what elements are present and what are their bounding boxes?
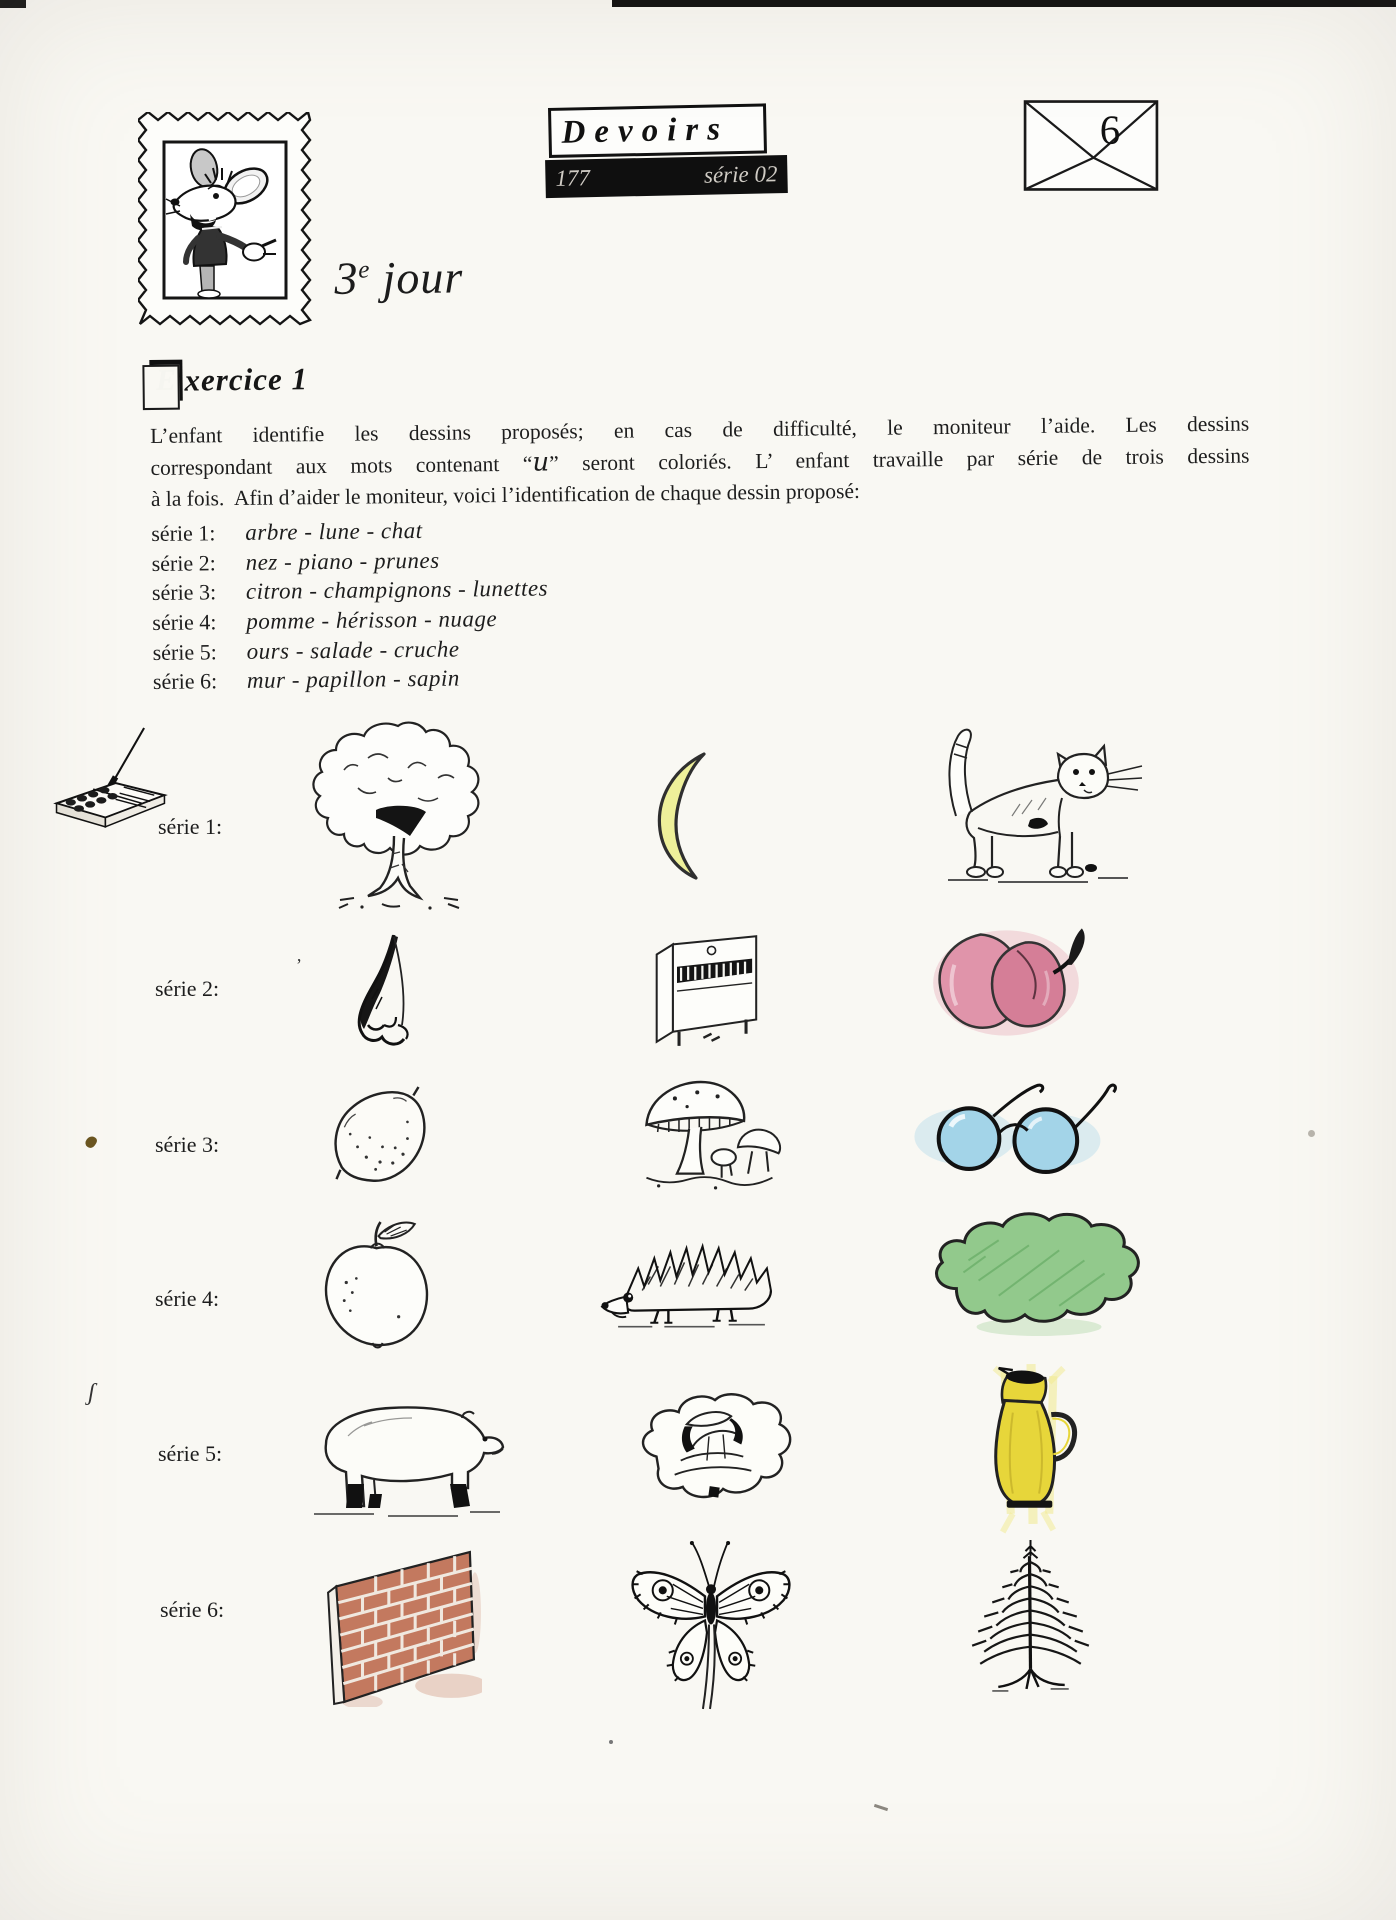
mushrooms-drawing	[618, 1072, 806, 1194]
glasses-drawing	[906, 1080, 1124, 1176]
paragraph-line-3: à la fois. Afin d’aider le moniteur, voici l’identification de chaque dessin proposé:	[150, 478, 861, 511]
devoirs-title: Devoirs	[561, 110, 730, 151]
apple-drawing	[310, 1220, 446, 1356]
scan-dot	[1308, 1130, 1315, 1137]
grid-label-serie-3: série 3:	[155, 1132, 220, 1157]
lettuce-drawing	[626, 1390, 800, 1506]
paragraph-line-2-post: ” seront coloriés. L’ enfant travaille par série de trois dessins	[549, 443, 1250, 476]
series-label: série 1:	[151, 520, 216, 546]
bear-drawing	[303, 1392, 515, 1522]
hedgehog-drawing	[598, 1234, 784, 1330]
grid-label-serie-2: série 2:	[155, 976, 220, 1001]
intro-text-block	[0, 0, 1396, 762]
exercise-title	[149, 358, 308, 401]
exercise-title-initial-box	[149, 360, 182, 401]
series-word-list	[151, 516, 549, 699]
devoirs-number: 177	[555, 165, 591, 191]
series-label: série 2:	[151, 549, 216, 576]
series-words: arbre - lune - chat	[245, 517, 423, 545]
series-label: série 4:	[152, 609, 217, 636]
exercise-title-rest: xercice 1	[184, 360, 309, 398]
scan-dash	[874, 1804, 888, 1811]
day-number: 3	[334, 252, 359, 304]
scan-dot-2	[609, 1740, 613, 1744]
series-label: série 6:	[152, 668, 218, 695]
devoirs-series: série 02	[703, 161, 778, 188]
series-list-item	[152, 606, 548, 640]
day-word: jour	[382, 251, 464, 304]
series-words: nez - piano - prunes	[245, 547, 440, 575]
series-list-item	[152, 635, 548, 669]
series-list-item	[152, 576, 548, 610]
moon-drawing	[642, 748, 747, 883]
exercise-title-initial: E	[155, 363, 177, 397]
series-words: pomme - hérisson - nuage	[246, 606, 498, 634]
paragraph-line-2-pre: correspondant aux mots contenant “	[150, 451, 533, 480]
series-words: ours - salade - cruche	[246, 636, 460, 664]
series-list-item	[151, 546, 547, 580]
jug-drawing	[952, 1362, 1104, 1534]
plums-drawing	[920, 920, 1092, 1040]
cat-drawing	[912, 720, 1144, 895]
cursive-u-glyph: u	[532, 447, 550, 478]
brick-wall-drawing	[322, 1550, 482, 1707]
grid-label-serie-1: série 1:	[158, 814, 223, 839]
grid-label-serie-6: série 6:	[160, 1597, 225, 1622]
piano-drawing	[646, 920, 774, 1052]
paragraph-line-1: L’enfant identifie les dessins proposés; en cas de difficulté, le moniteur l’aide. Les dessins	[150, 411, 1250, 448]
envelope-number: 6	[1099, 107, 1121, 153]
fir-tree-drawing	[952, 1532, 1108, 1698]
paintbox-icon	[52, 726, 170, 838]
series-words: mur - papillon - sapin	[246, 665, 460, 694]
tree-drawing	[298, 718, 513, 913]
cloud-drawing	[918, 1210, 1150, 1336]
paintbox-brush-drawing	[52, 726, 170, 838]
exercise-instructions	[150, 409, 1250, 515]
scan-speck	[83, 1134, 98, 1150]
series-label: série 3:	[151, 579, 217, 606]
scan-pen-mark: ʃ	[88, 1380, 95, 1406]
series-label: série 5:	[152, 639, 217, 665]
grid-label-serie-4: série 4:	[155, 1286, 220, 1311]
butterfly-drawing	[626, 1532, 796, 1718]
lemon-drawing	[322, 1082, 446, 1198]
day-ordinal-suffix: e	[358, 256, 371, 284]
series-list-item	[153, 665, 549, 699]
day-title	[334, 251, 464, 304]
grid-label-serie-5: série 5:	[158, 1441, 223, 1466]
series-words: citron - champignons - lunettes	[245, 575, 549, 605]
nose-drawing	[332, 928, 447, 1060]
series-list-item	[151, 516, 547, 550]
scan-tick: ’	[296, 955, 302, 975]
